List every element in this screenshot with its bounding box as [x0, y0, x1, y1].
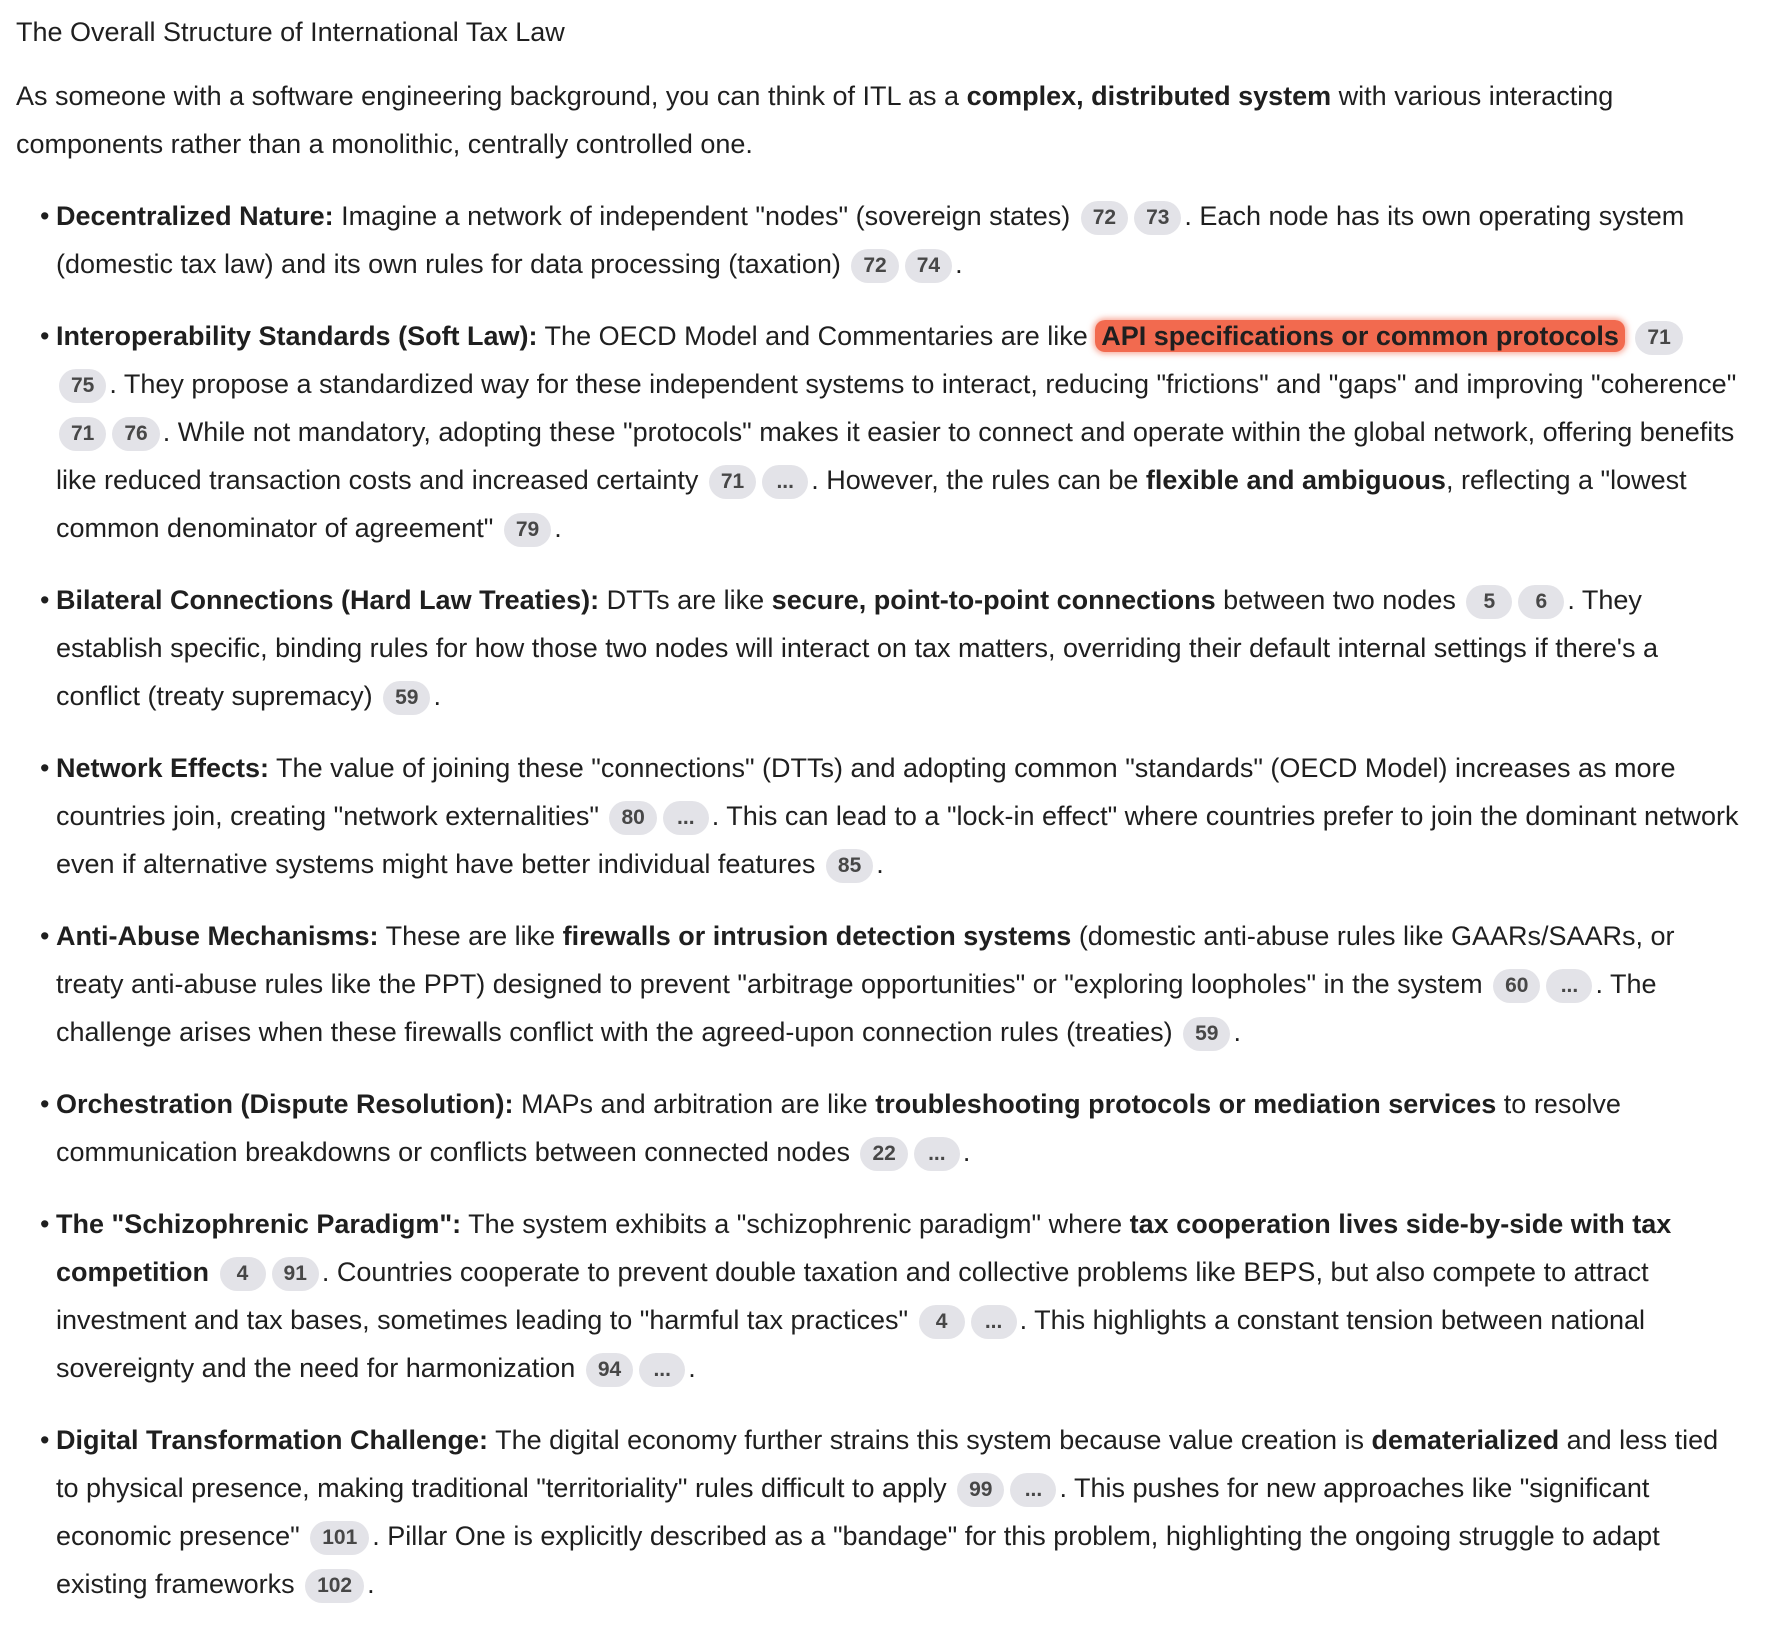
item-text: These are like: [378, 921, 563, 951]
citation-more-chip[interactable]: ...: [639, 1353, 685, 1387]
citation-more-chip[interactable]: ...: [762, 465, 808, 499]
citation-more-chip[interactable]: ...: [1546, 969, 1592, 1003]
list-item-network-effects: [56, 744, 1750, 888]
highlighted-text: API specifications or common protocols: [1095, 320, 1625, 352]
item-label: Decentralized Nature:: [56, 201, 334, 231]
item-bold: secure, point-to-point connections: [771, 585, 1216, 615]
item-bold: flexible and ambiguous: [1145, 465, 1446, 495]
item-text: to resolve communication breakdowns or conflicts between connected nodes: [56, 1089, 1621, 1167]
item-bold: dematerialized: [1371, 1425, 1560, 1455]
intro-text: with various interacting components rather than a monolithic, centrally controlled one.: [16, 81, 1614, 159]
citation-chip[interactable]: 94: [586, 1353, 633, 1387]
citation-chip[interactable]: 72: [1081, 201, 1128, 235]
citation-chip[interactable]: 75: [59, 369, 106, 403]
item-label: Bilateral Connections (Hard Law Treaties):: [56, 585, 600, 615]
citation-chip[interactable]: 91: [272, 1257, 319, 1291]
item-text: .: [688, 1353, 696, 1383]
item-label: Orchestration (Dispute Resolution):: [56, 1089, 514, 1119]
item-label: The "Schizophrenic Paradigm":: [56, 1209, 462, 1239]
item-text: .: [367, 1569, 375, 1599]
citation-chip[interactable]: 59: [1183, 1017, 1230, 1051]
list-item-decentralized-nature: [56, 192, 1750, 288]
citation-chip[interactable]: 71: [59, 417, 106, 451]
item-text: [209, 1257, 217, 1287]
item-text: between two nodes: [1215, 585, 1464, 615]
item-bold: tax cooperation lives side-by-side with tax competition: [56, 1209, 1672, 1287]
citation-chip[interactable]: 102: [305, 1569, 364, 1603]
item-text: The value of joining these "connections" (DTTs) and adopting common "standards" (OECD Model) increases as more countries join, creating "network externalities": [56, 753, 1676, 831]
item-text: . This can lead to a "lock-in effect" where countries prefer to join the dominant network even if alternative systems might have better individual features: [56, 801, 1739, 879]
item-bold: firewalls or intrusion detection systems: [562, 921, 1072, 951]
bullet-list: [16, 192, 1750, 1608]
citation-more-chip[interactable]: ...: [1010, 1473, 1056, 1507]
item-text: DTTs are like: [599, 585, 772, 615]
item-text: .: [1233, 1017, 1241, 1047]
list-item-interoperability: [56, 312, 1750, 552]
citation-chip[interactable]: 4: [220, 1257, 266, 1291]
list-item-schizophrenic-paradigm: [56, 1200, 1750, 1392]
citation-chip[interactable]: 59: [383, 681, 430, 715]
item-text: Imagine a network of independent "nodes" (sovereign states): [333, 201, 1078, 231]
citation-chip[interactable]: 72: [851, 249, 898, 283]
intro-paragraph: [16, 72, 1750, 168]
citation-chip[interactable]: 4: [919, 1305, 965, 1339]
section-title: The Overall Structure of International Tax Law: [16, 17, 565, 47]
citation-chip[interactable]: 60: [1493, 969, 1540, 1003]
citation-chip[interactable]: 22: [860, 1137, 907, 1171]
item-text: (domestic anti-abuse rules like GAARs/SAARs, or treaty anti-abuse rules like the PPT) designed to prevent "arbitrage opportunities" or "exploring loopholes" in the system: [56, 921, 1675, 999]
item-text: The OECD Model and Commentaries are like: [537, 321, 1096, 351]
item-text: , reflecting a "lowest common denominator of agreement": [56, 465, 1687, 543]
citation-chip[interactable]: 71: [1635, 321, 1682, 355]
citation-chip[interactable]: 74: [905, 249, 952, 283]
item-text: . This pushes for new approaches like "significant economic presence": [56, 1473, 1650, 1551]
item-text: The system exhibits a "schizophrenic paradigm" where: [461, 1209, 1130, 1239]
citation-more-chip[interactable]: ...: [971, 1305, 1017, 1339]
item-text: .: [876, 849, 884, 879]
citation-chip[interactable]: 101: [310, 1521, 369, 1555]
item-text: . Countries cooperate to prevent double taxation and collective problems like BEPS, but also compete to attract investment and tax bases, sometimes leading to "harmful tax practices": [56, 1257, 1649, 1335]
item-label: Anti-Abuse Mechanisms:: [56, 921, 379, 951]
citation-chip[interactable]: 85: [826, 849, 873, 883]
intro-text: As someone with a software engineering background, you can think of ITL as a: [16, 81, 967, 111]
citation-more-chip[interactable]: ...: [663, 801, 709, 835]
item-text: . However, the rules can be: [811, 465, 1146, 495]
item-text: The digital economy further strains this system because value creation is: [488, 1425, 1372, 1455]
list-item-digital-transformation: [56, 1416, 1750, 1608]
item-text: .: [433, 681, 441, 711]
citation-chip[interactable]: 73: [1134, 201, 1181, 235]
item-bold: troubleshooting protocols or mediation services: [875, 1089, 1497, 1119]
item-text: . Each node has its own operating system (domestic tax law) and its own rules for data processing (taxation): [56, 201, 1685, 279]
citation-chip[interactable]: 6: [1518, 585, 1564, 619]
item-label: Digital Transformation Challenge:: [56, 1425, 489, 1455]
item-text: MAPs and arbitration are like: [513, 1089, 876, 1119]
citation-chip[interactable]: 79: [504, 513, 551, 547]
item-text: .: [955, 249, 963, 279]
item-text: . This highlights a constant tension between national sovereignty and the need for harmonization: [56, 1305, 1645, 1383]
item-label: Interoperability Standards (Soft Law):: [56, 321, 538, 351]
item-label: Network Effects:: [56, 753, 270, 783]
item-text: . The challenge arises when these firewalls conflict with the agreed-upon connection rules (treaties): [56, 969, 1657, 1047]
list-item-bilateral-connections: [56, 576, 1750, 720]
citation-chip[interactable]: 76: [112, 417, 159, 451]
intro-bold: complex, distributed system: [966, 81, 1332, 111]
citation-chip[interactable]: 71: [709, 465, 756, 499]
citation-chip[interactable]: 99: [957, 1473, 1004, 1507]
citation-chip[interactable]: 80: [609, 801, 656, 835]
item-text: .: [962, 1137, 971, 1167]
list-item-orchestration: [56, 1080, 1750, 1176]
citation-chip[interactable]: 5: [1466, 585, 1512, 619]
item-text: . They propose a standardized way for these independent systems to interact, reducing "frictions" and "gaps" and improving "coherence": [109, 369, 1737, 399]
item-text: and less tied to physical presence, making traditional "territoriality" rules difficult to apply: [56, 1425, 1719, 1503]
item-text: . While not mandatory, adopting these "protocols" makes it easier to connect and operate within the global network, offering benefits like reduced transaction costs and increased certainty: [56, 417, 1735, 495]
item-text: . They establish specific, binding rules for how those two nodes will interact on tax matters, overriding their default internal settings if there's a conflict (treaty supremacy): [56, 585, 1658, 711]
item-text: .: [554, 513, 562, 543]
list-item-anti-abuse: [56, 912, 1750, 1056]
citation-more-chip[interactable]: ...: [914, 1137, 960, 1171]
item-text: . Pillar One is explicitly described as a "bandage" for this problem, highlighting the ongoing struggle to adapt existing frameworks: [56, 1521, 1660, 1599]
